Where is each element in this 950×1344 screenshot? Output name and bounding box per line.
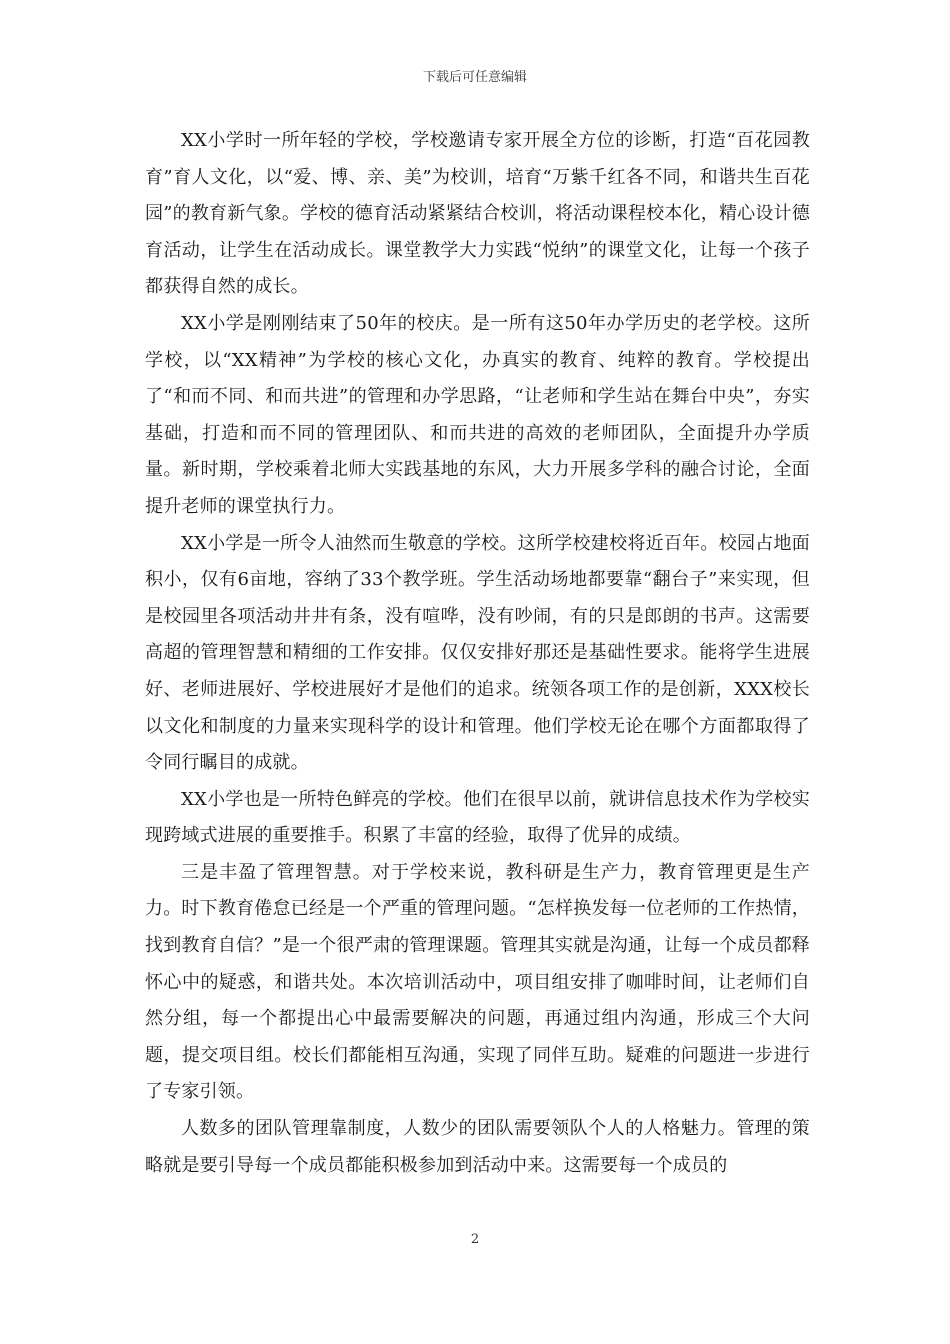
paragraph-2: XX小学是刚刚结束了50年的校庆。是一所有这50年办学历史的老学校。这所学校，以“XX精神”为学校的核心文化，办真实的教育、纯粹的教育。学校提出了“和而不同、和而共进”的管理和办学思路，“让老师和学生站在舞台中央”，夯实基础，打造和而不同的管理团队、和而共进的高效的老师团队，全面提升办学质量。新时期，学校乘着北师大实践基地的东风，大力开展多学科的融合讨论，全面提升老师的课堂执行力。 (145, 312, 810, 517)
paragraph-6: 人数多的团队管理靠制度，人数少的团队需要领队个人的人格魅力。管理的策略就是要引导每一个成员都能积极参加到活动中来。这需要每一个成员的 (145, 1118, 810, 1176)
paragraph-3: XX小学是一所令人油然而生敬意的学校。这所学校建校将近百年。校园占地面积小，仅有6亩地，容纳了33个教学班。学生活动场地都要靠“翻台子”来实现，但是校园里各项活动井井有条，没有喧哗，没有吵闹，有的只是郎朗的书声。这需要高超的管理智慧和精细的工作安排。仅仅安排好那还是基础性要求。能将学生进展好、老师进展好、学校进展好才是他们的追求。统领各项工作的是创新，XXX校长以文化和制度的力量来实现科学的设计和管理。他们学校无论在哪个方面都取得了令同行瞩目的成就。 (145, 532, 810, 774)
document-body (145, 123, 810, 1184)
paragraph-1: XX小学时一所年轻的学校，学校邀请专家开展全方位的诊断，打造“百花园教育”育人文化，以“爱、博、亲、美”为校训，培育“万紫千红各不同，和谐共生百花园”的教育新气象。学校的德育活动紧紧结合校训，将活动课程校本化，精心设计德育活动，让学生在活动成长。课堂教学大力实践“悦纳”的课堂文化，让每一个孩子都获得自然的成长。 (145, 130, 810, 298)
page-number: 2 (470, 1232, 480, 1247)
page-header: 下载后可任意编辑 (422, 70, 527, 85)
paragraph-4: XX小学也是一所特色鲜亮的学校。他们在很早以前，就讲信息技术作为学校实现跨域式进展的重要推手。积累了丰富的经验，取得了优异的成绩。 (145, 788, 810, 847)
paragraph-5: 三是丰盈了管理智慧。对于学校来说，教科研是生产力，教育管理更是生产力。时下教育倦怠已经是一个严重的管理问题。“怎样换发每一位老师的工作热情，找到教育自信？”是一个很严肃的管理课题。管理其实就是沟通，让每一个成员都释怀心中的疑惑，和谐共处。本次培训活动中，项目组安排了咖啡时间，让老师们自然分组，每一个都提出心中最需要解决的问题，再通过组内沟通，形成三个大问题，提交项目组。校长们都能相互沟通，实现了同伴互助。疑难的问题进一步进行了专家引领。 (145, 861, 810, 1103)
